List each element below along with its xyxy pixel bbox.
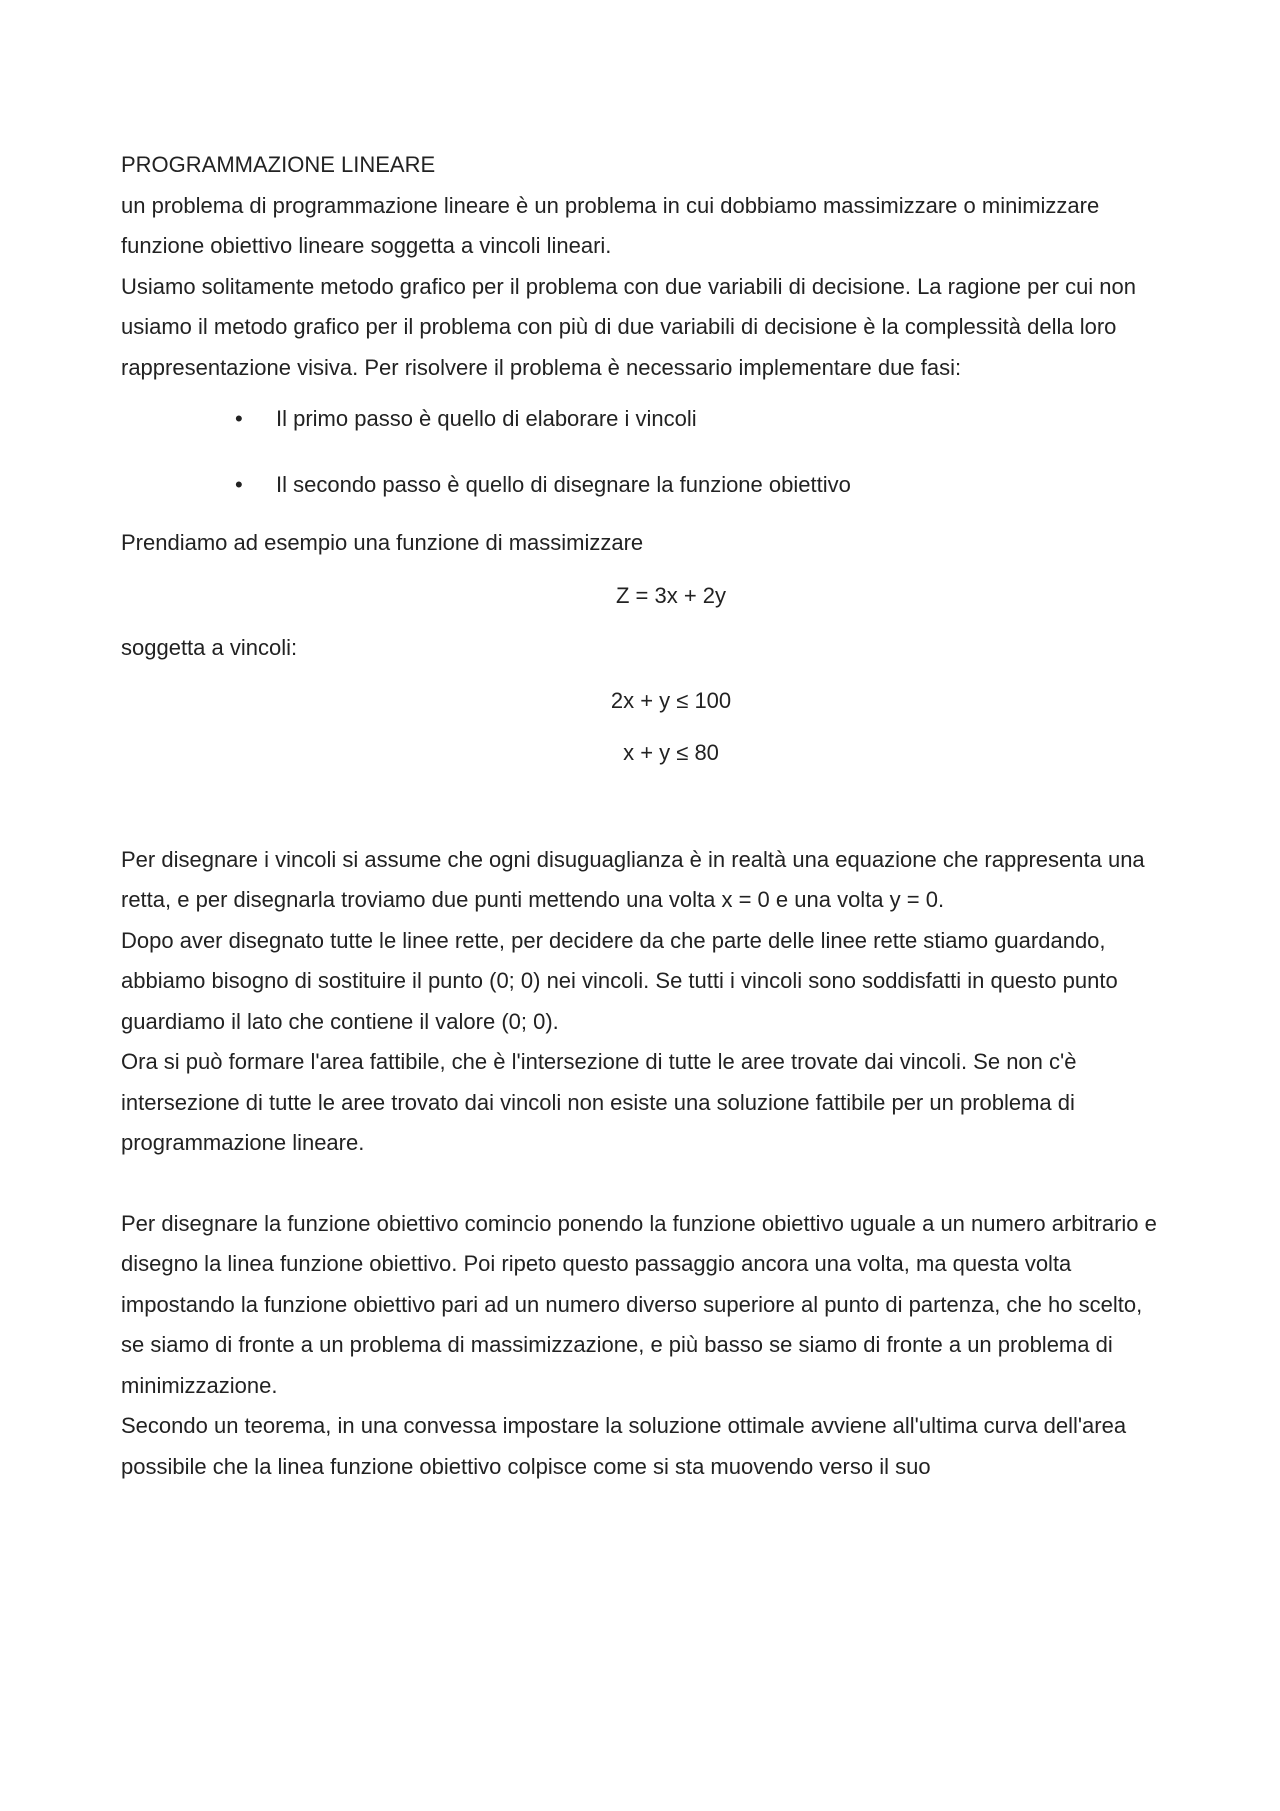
step-text: Il secondo passo è quello di disegnare la funzione obiettivo [276,472,851,497]
bullet-icon: • [235,472,243,497]
intro-paragraph-1: un problema di programmazione lineare è un problema in cui dobbiamo massimizzare o minimizzare funzione obiettivo lineare soggetta a vincoli lineari. [121,192,1100,258]
constraints-paragraph-1: Per disegnare i vincoli si assume che ogni disuguaglianza è in realtà una equazione che rappresenta una retta, e per disegnarla troviamo due punti mettendo una volta x = 0 e una volta y = 0. [121,846,1145,912]
constraints-paragraph-2: Dopo aver disegnato tutte le linee rette, per decidere da che parte delle linee rette stiamo guardando, abbiamo bisogno di sostituire il punto (0; 0) nei vincoli. Se tutti i vincoli sono soddisfatti in questo punto guardiamo il lato che contiene il valore (0; 0). [121,927,1118,1034]
list-item [121,399,1161,439]
document-body [121,145,1161,1487]
document-title: PROGRAMMAZIONE LINEARE [121,152,436,177]
constraints-paragraph-3: Ora si può formare l'area fattibile, che è l'intersezione di tutte le aree trovate dai vincoli. Se non c'è intersezione di tutte le aree trovato dai vincoli non esiste una soluzione fattibile per un problema di programmazione lineare. [121,1049,1077,1155]
intro-paragraph-2: Usiamo solitamente metodo grafico per il problema con due variabili di decisione. La ragione per cui non usiamo il metodo grafico per il problema con più di due variabili di decisione è la complessità della loro rappresentazione visiva. Per risolvere il problema è necessario implementare due fasi: [121,273,1137,380]
constraint-formula-1: 2x + y ≤ 100 [610,687,732,713]
objective-paragraph-2: Secondo un teorema, in una convessa impostare la soluzione ottimale avviene all'ultima curva dell'area possibile che la linea funzione obiettivo colpisce come si sta muovendo verso il suo [121,1413,1127,1479]
steps-list [121,399,1161,505]
bullet-icon: • [235,406,243,431]
example-intro: Prendiamo ad esempio una funzione di massimizzare [121,530,644,555]
objective-paragraph-1: Per disegnare la funzione obiettivo comincio ponendo la funzione obiettivo uguale a un numero arbitrario e disegno la linea funzione obiettivo. Poi ripeto questo passaggio ancora una volta, ma questa volta impostando la funzione obiettivo pari ad un numero diverso superiore al punto di partenza, che ho scelto, se siamo di fronte a un problema di massimizzazione, e più basso se siamo di fronte a un problema di minimizzazione. [121,1210,1157,1398]
list-item [121,465,1161,505]
constraints-intro: soggetta a vincoli: [121,635,298,660]
step-text: Il primo passo è quello di elaborare i vincoli [276,406,697,431]
constraint-formula-2: x + y ≤ 80 [623,740,719,765]
objective-formula: Z = 3x + 2y [615,582,727,608]
